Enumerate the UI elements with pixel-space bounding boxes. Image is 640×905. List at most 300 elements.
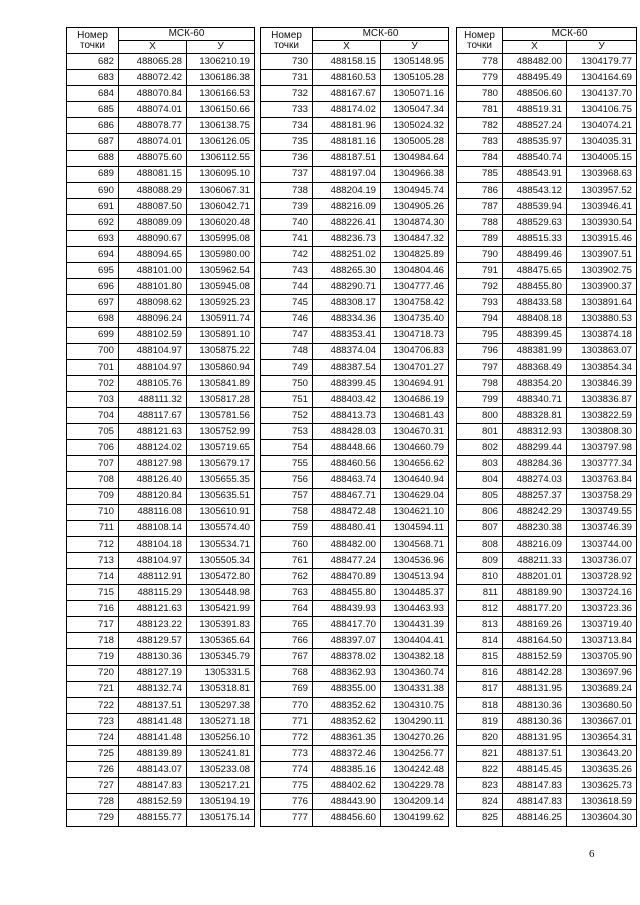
y-coordinate-cell: 1304640.94 bbox=[381, 472, 449, 488]
point-number-header bbox=[457, 28, 503, 54]
point-number-cell: 723 bbox=[67, 713, 119, 729]
table-row bbox=[67, 359, 255, 375]
y-coordinate-cell: 1303746.39 bbox=[567, 520, 637, 536]
y-coordinate-cell: 1305635.51 bbox=[187, 488, 255, 504]
x-coordinate-cell: 488527.24 bbox=[503, 118, 567, 134]
point-number-cell: 775 bbox=[261, 778, 313, 794]
y-coordinate-cell: 1305679.17 bbox=[187, 456, 255, 472]
y-coordinate-cell: 1306126.05 bbox=[187, 134, 255, 150]
x-coordinate-cell: 488506.60 bbox=[503, 86, 567, 102]
y-coordinate-cell: 1303713.84 bbox=[567, 633, 637, 649]
x-coordinate-cell: 488472.48 bbox=[313, 504, 381, 520]
table-row bbox=[261, 633, 449, 649]
table-row bbox=[261, 440, 449, 456]
point-number-cell: 779 bbox=[457, 70, 503, 86]
x-coordinate-cell: 488362.93 bbox=[313, 665, 381, 681]
point-number-cell: 784 bbox=[457, 150, 503, 166]
point-number-cell: 783 bbox=[457, 134, 503, 150]
y-coordinate-cell: 1304758.42 bbox=[381, 295, 449, 311]
x-coordinate-cell: 488141.48 bbox=[119, 729, 187, 745]
header-number-line1: Номер bbox=[77, 29, 108, 41]
y-coordinate-cell: 1303643.20 bbox=[567, 746, 637, 762]
table-row bbox=[261, 536, 449, 552]
y-coordinate-cell: 1304331.38 bbox=[381, 681, 449, 697]
point-number-cell: 708 bbox=[67, 472, 119, 488]
table-row bbox=[457, 198, 637, 214]
x-coordinate-cell: 488129.57 bbox=[119, 633, 187, 649]
x-coordinate-cell: 488482.00 bbox=[313, 536, 381, 552]
x-coordinate-cell: 488158.15 bbox=[313, 54, 381, 70]
y-coordinate-cell: 1304804.46 bbox=[381, 263, 449, 279]
point-number-cell: 724 bbox=[67, 729, 119, 745]
y-coordinate-cell: 1303907.51 bbox=[567, 247, 637, 263]
point-number-cell: 817 bbox=[457, 681, 503, 697]
y-coordinate-cell: 1305962.54 bbox=[187, 263, 255, 279]
point-number-cell: 745 bbox=[261, 295, 313, 311]
table-row bbox=[67, 86, 255, 102]
table-row bbox=[67, 569, 255, 585]
header-number-line2: точки bbox=[274, 39, 299, 51]
table-row bbox=[457, 665, 637, 681]
y-coordinate-cell: 1304656.62 bbox=[381, 456, 449, 472]
y-coordinate-cell: 1304164.69 bbox=[567, 70, 637, 86]
y-coordinate-cell: 1305472.80 bbox=[187, 569, 255, 585]
x-header: X bbox=[313, 41, 381, 54]
x-coordinate-cell: 488361.35 bbox=[313, 729, 381, 745]
y-coordinate-cell: 1303808.30 bbox=[567, 424, 637, 440]
table-row bbox=[261, 375, 449, 391]
y-coordinate-cell: 1305047.34 bbox=[381, 102, 449, 118]
table-row bbox=[67, 54, 255, 70]
y-coordinate-cell: 1305574.40 bbox=[187, 520, 255, 536]
x-coordinate-cell: 488070.84 bbox=[119, 86, 187, 102]
point-number-cell: 800 bbox=[457, 408, 503, 424]
point-number-cell: 750 bbox=[261, 375, 313, 391]
table-row bbox=[261, 585, 449, 601]
x-coordinate-cell: 488535.97 bbox=[503, 134, 567, 150]
x-coordinate-cell: 488074.01 bbox=[119, 134, 187, 150]
y-coordinate-cell: 1304199.62 bbox=[381, 810, 449, 826]
table-row bbox=[457, 311, 637, 327]
point-number-cell: 815 bbox=[457, 649, 503, 665]
point-number-cell: 764 bbox=[261, 601, 313, 617]
y-coordinate-cell: 1304718.73 bbox=[381, 327, 449, 343]
y-coordinate-cell: 1303930.54 bbox=[567, 214, 637, 230]
x-coordinate-cell: 488187.51 bbox=[313, 150, 381, 166]
table-row bbox=[261, 472, 449, 488]
table-row bbox=[261, 279, 449, 295]
y-coordinate-cell: 1305911.74 bbox=[187, 311, 255, 327]
x-coordinate-cell: 488334.36 bbox=[313, 311, 381, 327]
y-coordinate-cell: 1303836.87 bbox=[567, 391, 637, 407]
y-coordinate-cell: 1305233.08 bbox=[187, 762, 255, 778]
x-coordinate-cell: 488127.19 bbox=[119, 665, 187, 681]
x-coordinate-cell: 488072.42 bbox=[119, 70, 187, 86]
x-coordinate-cell: 488463.74 bbox=[313, 472, 381, 488]
point-number-cell: 812 bbox=[457, 601, 503, 617]
point-number-cell: 706 bbox=[67, 440, 119, 456]
y-coordinate-cell: 1303957.52 bbox=[567, 182, 637, 198]
point-number-cell: 685 bbox=[67, 102, 119, 118]
y-coordinate-cell: 1305925.23 bbox=[187, 295, 255, 311]
point-number-cell: 752 bbox=[261, 408, 313, 424]
point-number-cell: 772 bbox=[261, 729, 313, 745]
table-row bbox=[261, 343, 449, 359]
x-header: X bbox=[503, 41, 567, 54]
table-row bbox=[457, 118, 637, 134]
table-row bbox=[457, 794, 637, 810]
table-row bbox=[261, 408, 449, 424]
table-row bbox=[457, 295, 637, 311]
table-row bbox=[457, 247, 637, 263]
x-coordinate-cell: 488475.65 bbox=[503, 263, 567, 279]
point-number-cell: 766 bbox=[261, 633, 313, 649]
table-row bbox=[67, 601, 255, 617]
x-coordinate-cell: 488495.49 bbox=[503, 70, 567, 86]
y-coordinate-cell: 1303880.53 bbox=[567, 311, 637, 327]
x-coordinate-cell: 488065.28 bbox=[119, 54, 187, 70]
x-coordinate-cell: 488299.44 bbox=[503, 440, 567, 456]
y-coordinate-cell: 1306166.53 bbox=[187, 86, 255, 102]
point-number-cell: 808 bbox=[457, 536, 503, 552]
point-number-cell: 734 bbox=[261, 118, 313, 134]
point-number-cell: 780 bbox=[457, 86, 503, 102]
point-number-header bbox=[67, 28, 119, 54]
x-coordinate-cell: 488115.29 bbox=[119, 585, 187, 601]
point-number-cell: 810 bbox=[457, 569, 503, 585]
x-coordinate-cell: 488439.93 bbox=[313, 601, 381, 617]
point-number-cell: 760 bbox=[261, 536, 313, 552]
table-row bbox=[67, 456, 255, 472]
point-number-cell: 825 bbox=[457, 810, 503, 826]
y-coordinate-cell: 1303724.16 bbox=[567, 585, 637, 601]
table-row bbox=[457, 488, 637, 504]
point-number-cell: 717 bbox=[67, 617, 119, 633]
x-coordinate-cell: 488090.67 bbox=[119, 231, 187, 247]
table-row bbox=[457, 617, 637, 633]
y-coordinate-cell: 1303744.00 bbox=[567, 536, 637, 552]
point-number-cell: 689 bbox=[67, 166, 119, 182]
x-coordinate-cell: 488078.77 bbox=[119, 118, 187, 134]
x-coordinate-cell: 488137.51 bbox=[503, 746, 567, 762]
table-row bbox=[261, 359, 449, 375]
y-coordinate-cell: 1305365.64 bbox=[187, 633, 255, 649]
table-row bbox=[457, 182, 637, 198]
table-row bbox=[457, 552, 637, 568]
coordinates-table-3 bbox=[456, 27, 637, 827]
x-coordinate-cell: 488353.41 bbox=[313, 327, 381, 343]
point-number-cell: 746 bbox=[261, 311, 313, 327]
point-number-cell: 719 bbox=[67, 649, 119, 665]
x-coordinate-cell: 488456.60 bbox=[313, 810, 381, 826]
point-number-cell: 739 bbox=[261, 198, 313, 214]
table-row bbox=[457, 279, 637, 295]
table-row bbox=[67, 279, 255, 295]
point-number-cell: 820 bbox=[457, 729, 503, 745]
y-coordinate-cell: 1304463.93 bbox=[381, 601, 449, 617]
y-coordinate-cell: 1303689.24 bbox=[567, 681, 637, 697]
table-row bbox=[67, 166, 255, 182]
table-row bbox=[67, 536, 255, 552]
point-number-cell: 700 bbox=[67, 343, 119, 359]
table-row bbox=[67, 424, 255, 440]
point-number-cell: 788 bbox=[457, 214, 503, 230]
point-number-cell: 744 bbox=[261, 279, 313, 295]
point-number-cell: 802 bbox=[457, 440, 503, 456]
x-coordinate-cell: 488355.00 bbox=[313, 681, 381, 697]
table-row bbox=[67, 617, 255, 633]
point-number-cell: 698 bbox=[67, 311, 119, 327]
y-coordinate-cell: 1305071.16 bbox=[381, 86, 449, 102]
point-number-cell: 792 bbox=[457, 279, 503, 295]
table-row bbox=[457, 359, 637, 375]
y-coordinate-cell: 1305217.21 bbox=[187, 778, 255, 794]
y-coordinate-cell: 1304621.10 bbox=[381, 504, 449, 520]
table-row bbox=[67, 440, 255, 456]
y-coordinate-cell: 1305421.99 bbox=[187, 601, 255, 617]
point-number-cell: 691 bbox=[67, 198, 119, 214]
table-row bbox=[67, 504, 255, 520]
y-coordinate-cell: 1305505.34 bbox=[187, 552, 255, 568]
y-coordinate-cell: 1304825.89 bbox=[381, 247, 449, 263]
table-row bbox=[261, 697, 449, 713]
point-number-cell: 737 bbox=[261, 166, 313, 182]
table-row bbox=[457, 408, 637, 424]
point-number-cell: 787 bbox=[457, 198, 503, 214]
x-coordinate-cell: 488539.94 bbox=[503, 198, 567, 214]
y-coordinate-cell: 1305148.95 bbox=[381, 54, 449, 70]
point-number-cell: 762 bbox=[261, 569, 313, 585]
y-coordinate-cell: 1305448.98 bbox=[187, 585, 255, 601]
point-number-cell: 720 bbox=[67, 665, 119, 681]
point-number-cell: 730 bbox=[261, 54, 313, 70]
table-row bbox=[457, 231, 637, 247]
x-coordinate-cell: 488101.80 bbox=[119, 279, 187, 295]
table-row bbox=[457, 86, 637, 102]
y-coordinate-cell: 1305752.99 bbox=[187, 424, 255, 440]
y-coordinate-cell: 1303763.84 bbox=[567, 472, 637, 488]
table-row bbox=[261, 247, 449, 263]
x-coordinate-cell: 488499.46 bbox=[503, 247, 567, 263]
point-number-cell: 686 bbox=[67, 118, 119, 134]
point-number-cell: 740 bbox=[261, 214, 313, 230]
x-coordinate-cell: 488143.07 bbox=[119, 762, 187, 778]
y-header: У bbox=[567, 41, 637, 54]
x-coordinate-cell: 488120.84 bbox=[119, 488, 187, 504]
table-row bbox=[67, 343, 255, 359]
y-coordinate-cell: 1305105.28 bbox=[381, 70, 449, 86]
point-number-cell: 756 bbox=[261, 472, 313, 488]
y-coordinate-cell: 1304431.39 bbox=[381, 617, 449, 633]
x-coordinate-cell: 488105.76 bbox=[119, 375, 187, 391]
x-coordinate-cell: 488529.63 bbox=[503, 214, 567, 230]
table-row bbox=[261, 424, 449, 440]
y-coordinate-cell: 1306095.10 bbox=[187, 166, 255, 182]
table-row bbox=[457, 391, 637, 407]
point-number-cell: 742 bbox=[261, 247, 313, 263]
x-coordinate-cell: 488397.07 bbox=[313, 633, 381, 649]
x-coordinate-cell: 488312.93 bbox=[503, 424, 567, 440]
y-coordinate-cell: 1306112.55 bbox=[187, 150, 255, 166]
x-coordinate-cell: 488101.00 bbox=[119, 263, 187, 279]
table-row bbox=[457, 633, 637, 649]
point-number-cell: 818 bbox=[457, 697, 503, 713]
y-coordinate-cell: 1305719.65 bbox=[187, 440, 255, 456]
table-row bbox=[67, 182, 255, 198]
point-number-cell: 749 bbox=[261, 359, 313, 375]
x-coordinate-cell: 488130.36 bbox=[503, 713, 567, 729]
y-coordinate-cell: 1305534.71 bbox=[187, 536, 255, 552]
table-row bbox=[457, 214, 637, 230]
point-number-cell: 819 bbox=[457, 713, 503, 729]
x-coordinate-cell: 488467.71 bbox=[313, 488, 381, 504]
x-coordinate-cell: 488145.45 bbox=[503, 762, 567, 778]
point-number-cell: 694 bbox=[67, 247, 119, 263]
table-row bbox=[261, 456, 449, 472]
table-row bbox=[261, 198, 449, 214]
table-row bbox=[67, 633, 255, 649]
point-number-cell: 688 bbox=[67, 150, 119, 166]
table-row bbox=[457, 713, 637, 729]
point-number-cell: 683 bbox=[67, 70, 119, 86]
y-coordinate-cell: 1303758.29 bbox=[567, 488, 637, 504]
table-row bbox=[457, 327, 637, 343]
point-number-cell: 701 bbox=[67, 359, 119, 375]
table-row bbox=[67, 585, 255, 601]
x-coordinate-cell: 488104.18 bbox=[119, 536, 187, 552]
y-coordinate-cell: 1305005.28 bbox=[381, 134, 449, 150]
x-coordinate-cell: 488116.08 bbox=[119, 504, 187, 520]
table-row bbox=[67, 488, 255, 504]
x-coordinate-cell: 488290.71 bbox=[313, 279, 381, 295]
header-number-line2: точки bbox=[80, 39, 105, 51]
x-coordinate-cell: 488340.71 bbox=[503, 391, 567, 407]
point-number-cell: 769 bbox=[261, 681, 313, 697]
point-number-cell: 726 bbox=[67, 762, 119, 778]
table-row bbox=[67, 150, 255, 166]
table-row bbox=[457, 70, 637, 86]
point-number-cell: 777 bbox=[261, 810, 313, 826]
y-coordinate-cell: 1304701.27 bbox=[381, 359, 449, 375]
coordinate-system-header: МСК-60 bbox=[313, 28, 449, 41]
y-coordinate-cell: 1305175.14 bbox=[187, 810, 255, 826]
table-row bbox=[457, 263, 637, 279]
point-number-cell: 804 bbox=[457, 472, 503, 488]
y-coordinate-cell: 1303854.34 bbox=[567, 359, 637, 375]
y-coordinate-cell: 1304536.96 bbox=[381, 552, 449, 568]
point-number-cell: 823 bbox=[457, 778, 503, 794]
x-coordinate-cell: 488121.63 bbox=[119, 601, 187, 617]
point-number-cell: 738 bbox=[261, 182, 313, 198]
table-row bbox=[67, 311, 255, 327]
x-coordinate-cell: 488152.59 bbox=[503, 649, 567, 665]
point-number-cell: 733 bbox=[261, 102, 313, 118]
point-number-cell: 715 bbox=[67, 585, 119, 601]
y-coordinate-cell: 1304242.48 bbox=[381, 762, 449, 778]
table-row bbox=[457, 649, 637, 665]
x-coordinate-cell: 488448.66 bbox=[313, 440, 381, 456]
x-coordinate-cell: 488096.24 bbox=[119, 311, 187, 327]
table-row bbox=[261, 70, 449, 86]
table-row bbox=[457, 569, 637, 585]
x-coordinate-cell: 488104.97 bbox=[119, 343, 187, 359]
table-row bbox=[457, 536, 637, 552]
point-number-cell: 821 bbox=[457, 746, 503, 762]
table-row bbox=[457, 681, 637, 697]
table-row bbox=[67, 198, 255, 214]
x-coordinate-cell: 488123.22 bbox=[119, 617, 187, 633]
y-coordinate-cell: 1306210.19 bbox=[187, 54, 255, 70]
point-number-cell: 735 bbox=[261, 134, 313, 150]
y-header: У bbox=[187, 41, 255, 54]
table-row bbox=[457, 375, 637, 391]
y-coordinate-cell: 1304360.74 bbox=[381, 665, 449, 681]
y-coordinate-cell: 1303719.40 bbox=[567, 617, 637, 633]
point-number-cell: 755 bbox=[261, 456, 313, 472]
table-row bbox=[67, 472, 255, 488]
y-coordinate-cell: 1304382.18 bbox=[381, 649, 449, 665]
x-coordinate-cell: 488142.28 bbox=[503, 665, 567, 681]
table-row bbox=[67, 214, 255, 230]
y-coordinate-cell: 1304686.19 bbox=[381, 391, 449, 407]
y-coordinate-cell: 1303777.34 bbox=[567, 456, 637, 472]
table-row bbox=[261, 762, 449, 778]
point-number-cell: 767 bbox=[261, 649, 313, 665]
table-row bbox=[261, 794, 449, 810]
x-coordinate-cell: 488257.37 bbox=[503, 488, 567, 504]
x-coordinate-cell: 488378.02 bbox=[313, 649, 381, 665]
y-coordinate-cell: 1304209.14 bbox=[381, 794, 449, 810]
x-coordinate-cell: 488399.45 bbox=[503, 327, 567, 343]
x-coordinate-cell: 488177.20 bbox=[503, 601, 567, 617]
x-coordinate-cell: 488094.65 bbox=[119, 247, 187, 263]
y-coordinate-cell: 1303891.64 bbox=[567, 295, 637, 311]
table-row bbox=[457, 504, 637, 520]
y-coordinate-cell: 1303797.98 bbox=[567, 440, 637, 456]
table-row bbox=[457, 343, 637, 359]
x-coordinate-cell: 488112.91 bbox=[119, 569, 187, 585]
point-number-cell: 705 bbox=[67, 424, 119, 440]
point-number-cell: 748 bbox=[261, 343, 313, 359]
point-number-cell: 814 bbox=[457, 633, 503, 649]
y-coordinate-cell: 1304629.04 bbox=[381, 488, 449, 504]
point-number-cell: 796 bbox=[457, 343, 503, 359]
x-coordinate-cell: 488251.02 bbox=[313, 247, 381, 263]
point-number-cell: 687 bbox=[67, 134, 119, 150]
y-coordinate-cell: 1303618.59 bbox=[567, 794, 637, 810]
y-coordinate-cell: 1304945.74 bbox=[381, 182, 449, 198]
y-coordinate-cell: 1303697.96 bbox=[567, 665, 637, 681]
point-number-cell: 781 bbox=[457, 102, 503, 118]
table-row bbox=[67, 231, 255, 247]
y-coordinate-cell: 1303915.46 bbox=[567, 231, 637, 247]
table-row bbox=[457, 440, 637, 456]
y-coordinate-cell: 1303846.39 bbox=[567, 375, 637, 391]
point-number-cell: 770 bbox=[261, 697, 313, 713]
x-coordinate-cell: 488167.67 bbox=[313, 86, 381, 102]
x-coordinate-cell: 488374.04 bbox=[313, 343, 381, 359]
y-coordinate-cell: 1305194.19 bbox=[187, 794, 255, 810]
x-coordinate-cell: 488087.50 bbox=[119, 198, 187, 214]
table-row bbox=[261, 665, 449, 681]
y-coordinate-cell: 1304270.26 bbox=[381, 729, 449, 745]
y-coordinate-cell: 1303822.59 bbox=[567, 408, 637, 424]
coordinates-table-2 bbox=[260, 27, 449, 827]
point-number-cell: 791 bbox=[457, 263, 503, 279]
point-number-cell: 754 bbox=[261, 440, 313, 456]
point-number-cell: 795 bbox=[457, 327, 503, 343]
table-row bbox=[261, 263, 449, 279]
